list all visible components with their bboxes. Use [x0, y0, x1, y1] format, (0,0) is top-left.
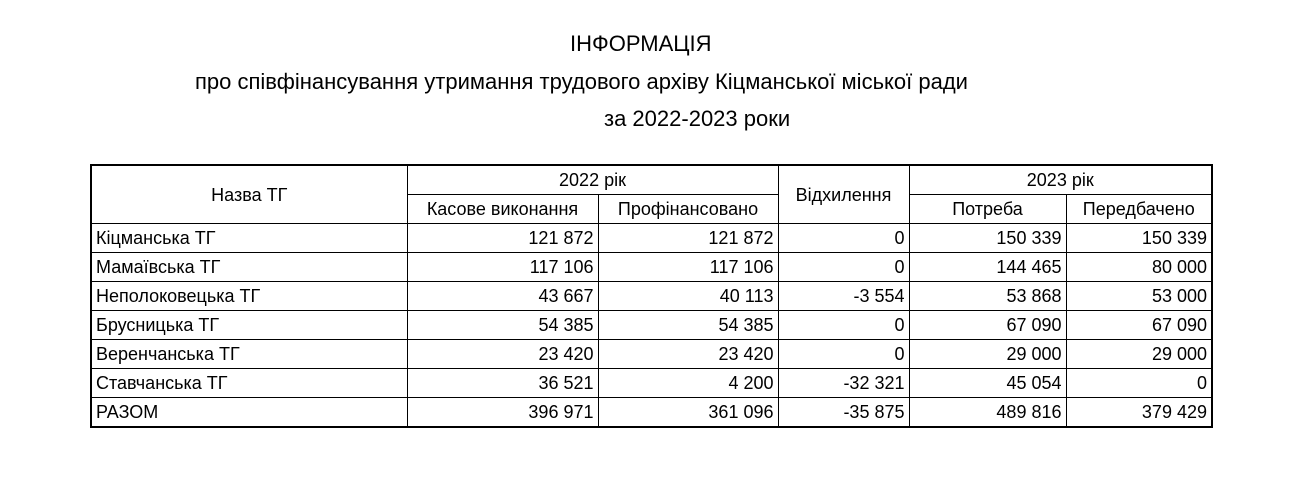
- cell-need: 144 465: [909, 253, 1066, 282]
- header-planned: Передбачено: [1066, 195, 1212, 224]
- cofinancing-table: [90, 164, 1213, 428]
- title-subject: про співфінансування утримання трудового архіву Кіцманської міської ради: [195, 69, 968, 94]
- cell-need: 150 339: [909, 224, 1066, 253]
- cell-planned: 67 090: [1066, 311, 1212, 340]
- header-financed: Профінансовано: [598, 195, 778, 224]
- header-year-2023: 2023 рік: [909, 165, 1212, 195]
- table-row: [91, 282, 1212, 311]
- cell-deviation: 0: [778, 311, 909, 340]
- cell-financed: 4 200: [598, 369, 778, 398]
- cell-name: РАЗОМ: [91, 398, 407, 428]
- cell-deviation: 0: [778, 253, 909, 282]
- header-need: Потреба: [909, 195, 1066, 224]
- cell-deviation: 0: [778, 224, 909, 253]
- cell-name: Веренчанська ТГ: [91, 340, 407, 369]
- cell-financed: 23 420: [598, 340, 778, 369]
- cell-name: Ставчанська ТГ: [91, 369, 407, 398]
- cell-financed: 361 096: [598, 398, 778, 428]
- table-header: [91, 165, 1212, 224]
- cell-planned: 0: [1066, 369, 1212, 398]
- header-deviation: Відхилення: [778, 165, 909, 224]
- cell-planned: 379 429: [1066, 398, 1212, 428]
- cell-name: Брусницька ТГ: [91, 311, 407, 340]
- cell-deviation: -35 875: [778, 398, 909, 428]
- table-body: [91, 224, 1212, 428]
- cell-cash: 121 872: [407, 224, 598, 253]
- cell-financed: 117 106: [598, 253, 778, 282]
- cell-need: 489 816: [909, 398, 1066, 428]
- title-period: за 2022-2023 роки: [604, 106, 791, 131]
- cell-financed: 40 113: [598, 282, 778, 311]
- cell-need: 29 000: [909, 340, 1066, 369]
- cell-financed: 121 872: [598, 224, 778, 253]
- table-row: [91, 224, 1212, 253]
- table-row-total: [91, 398, 1212, 428]
- cell-financed: 54 385: [598, 311, 778, 340]
- cell-name: Неполоковецька ТГ: [91, 282, 407, 311]
- cell-deviation: 0: [778, 340, 909, 369]
- cell-planned: 150 339: [1066, 224, 1212, 253]
- table-row: [91, 253, 1212, 282]
- table-row: [91, 311, 1212, 340]
- header-row-top: [91, 165, 1212, 195]
- header-name: Назва ТГ: [91, 165, 407, 224]
- cell-deviation: -3 554: [778, 282, 909, 311]
- title-heading: ІНФОРМАЦІЯ: [570, 31, 712, 56]
- cell-cash: 23 420: [407, 340, 598, 369]
- cell-cash: 36 521: [407, 369, 598, 398]
- cell-planned: 29 000: [1066, 340, 1212, 369]
- cell-cash: 43 667: [407, 282, 598, 311]
- cell-planned: 80 000: [1066, 253, 1212, 282]
- cell-cash: 396 971: [407, 398, 598, 428]
- header-year-2022: 2022 рік: [407, 165, 778, 195]
- cell-cash: 54 385: [407, 311, 598, 340]
- cell-name: Кіцманська ТГ: [91, 224, 407, 253]
- table-row: [91, 369, 1212, 398]
- cell-need: 53 868: [909, 282, 1066, 311]
- cell-name: Мамаївська ТГ: [91, 253, 407, 282]
- table-row: [91, 340, 1212, 369]
- cell-planned: 53 000: [1066, 282, 1212, 311]
- cell-need: 45 054: [909, 369, 1066, 398]
- cell-cash: 117 106: [407, 253, 598, 282]
- header-cash: Касове виконання: [407, 195, 598, 224]
- cell-need: 67 090: [909, 311, 1066, 340]
- cell-deviation: -32 321: [778, 369, 909, 398]
